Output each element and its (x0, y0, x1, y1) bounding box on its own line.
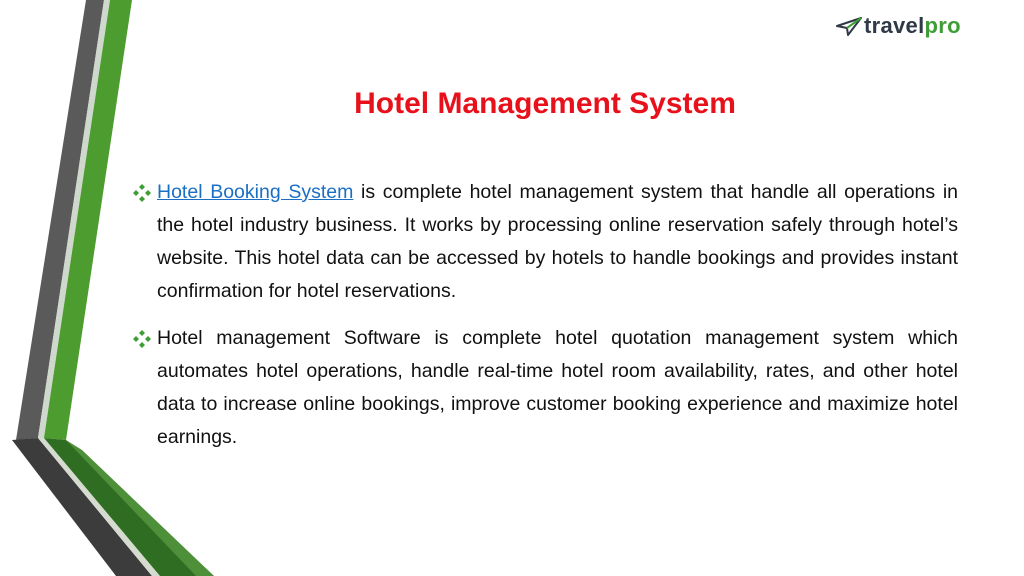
bullet-text: is complete hotel management system that handle all operations in the hotel industry business. It works by processing online reservation safely through hotel’s website. This hotel data can be accessed by hotels to handle bookings and provides instant confirmation for hotel reservations. (157, 181, 959, 302)
travelopro-logo[interactable] (836, 12, 961, 40)
logo-text-pro: pro (924, 13, 961, 38)
diamond-bullet-icon (132, 183, 152, 203)
bullet-item (130, 176, 958, 308)
bullet-text: Hotel management Software is complete hotel quotation management system which automates hotel operations, handle real-time hotel room availability, rates, and other hotel data to increase online bookings, improve customer booking experience and maximize hotel earnings. (157, 327, 958, 448)
diamond-bullet-icon (132, 329, 152, 349)
page-title: Hotel Management System (354, 87, 736, 120)
paper-plane-icon (836, 15, 862, 37)
logo-text-travel: travel (864, 13, 925, 38)
hotel-booking-system-link[interactable]: Hotel Booking System (157, 181, 354, 203)
bullet-list (130, 176, 958, 468)
bullet-item (130, 322, 958, 454)
